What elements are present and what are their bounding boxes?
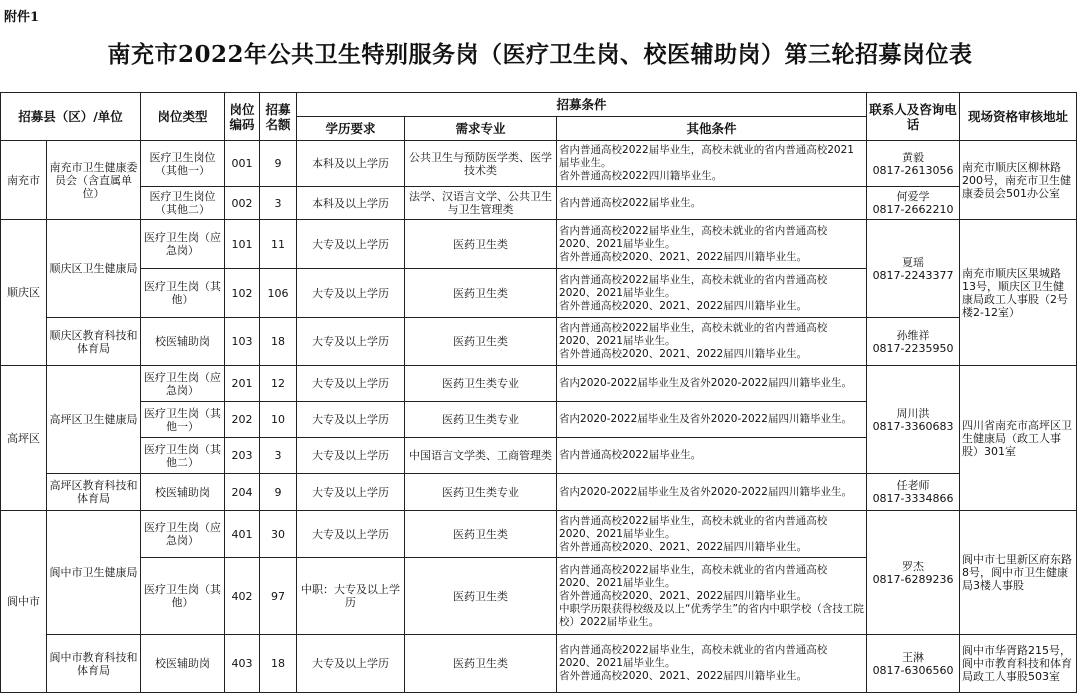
- post-code-cell: 403: [225, 635, 260, 693]
- other-conditions-cell: 省内普通高校2022届毕业生，高校未就业的省内普通高校2020、2021届毕业生。 省外普通高校2020、2021、2022届四川籍毕业生。: [557, 635, 867, 693]
- post-type-cell: 医疗卫生岗（其他）: [141, 269, 225, 318]
- other-conditions-cell: 省内普通高校2022届毕业生，高校未就业的省内普通高校2020、2021届毕业生。 省外普通高校2020、2021、2022届四川籍毕业生。: [557, 220, 867, 269]
- attachment-label: 附件1: [4, 10, 40, 25]
- table-row: [1, 474, 1077, 511]
- table-body: [1, 141, 1077, 693]
- major-cell: 法学、汉语言文学、公共卫生与卫生管理类: [405, 187, 557, 220]
- other-conditions-cell: 省内2020-2022届毕业生及省外2020-2022届四川籍毕业生。: [557, 474, 867, 511]
- contact-cell: 何爱学 0817-2662210: [867, 187, 960, 220]
- post-code-cell: 202: [225, 402, 260, 438]
- quota-cell: 9: [260, 474, 297, 511]
- quota-cell: 9: [260, 141, 297, 187]
- address-cell: 南充市顺庆区果城路13号，顺庆区卫生健康局政工人事股（2号楼2-12室）: [960, 220, 1077, 366]
- quota-cell: 106: [260, 269, 297, 318]
- post-type-cell: 校医辅助岗: [141, 318, 225, 366]
- other-conditions-cell: 省内普通高校2022届毕业生。: [557, 438, 867, 474]
- contact-cell: 夏瑶 0817-2243377: [867, 220, 960, 318]
- major-cell: 公共卫生与预防医学类、医学技术类: [405, 141, 557, 187]
- contact-cell: 王淋 0817-6306560: [867, 635, 960, 693]
- post-code-cell: 201: [225, 366, 260, 402]
- quota-cell: 3: [260, 187, 297, 220]
- table-row: [1, 366, 1077, 402]
- post-code-cell: 001: [225, 141, 260, 187]
- quota-cell: 10: [260, 402, 297, 438]
- other-conditions-cell: 省内2020-2022届毕业生及省外2020-2022届四川籍毕业生。: [557, 402, 867, 438]
- unit-cell: 阆中市教育科技和体育局: [47, 635, 141, 693]
- table-row: [1, 511, 1077, 558]
- other-conditions-cell: 省内2020-2022届毕业生及省外2020-2022届四川籍毕业生。: [557, 366, 867, 402]
- header-other: 其他条件: [557, 117, 867, 141]
- post-code-cell: 101: [225, 220, 260, 269]
- major-cell: 医药卫生类: [405, 269, 557, 318]
- header-county: 招募县（区）/单位: [1, 93, 141, 141]
- quota-cell: 12: [260, 366, 297, 402]
- education-cell: 大专及以上学历: [297, 220, 405, 269]
- table-row: [1, 141, 1077, 187]
- contact-cell: 罗杰 0817-6289236: [867, 511, 960, 635]
- unit-cell: 高坪区卫生健康局: [47, 366, 141, 474]
- major-cell: 医药卫生类专业: [405, 402, 557, 438]
- quota-cell: 18: [260, 318, 297, 366]
- education-cell: 大专及以上学历: [297, 474, 405, 511]
- header-education: 学历要求: [297, 117, 405, 141]
- post-code-cell: 103: [225, 318, 260, 366]
- page-title: 南充市2022年公共卫生特别服务岗（医疗卫生岗、校医辅助岗）第三轮招募岗位表: [107, 41, 973, 68]
- post-type-cell: 医疗卫生岗（其他一）: [141, 402, 225, 438]
- county-cell: 高坪区: [1, 366, 47, 511]
- header-code: 岗位编码: [225, 93, 260, 141]
- other-conditions-cell: 省内普通高校2022届毕业生，高校未就业的省内普通高校2020、2021届毕业生。 省外普通高校2020、2021、2022届四川籍毕业生。: [557, 511, 867, 558]
- major-cell: 医药卫生类专业: [405, 474, 557, 511]
- header-contact: 联系人及咨询电话: [867, 93, 960, 141]
- unit-cell: 顺庆区卫生健康局: [47, 220, 141, 318]
- major-cell: 医药卫生类: [405, 318, 557, 366]
- major-cell: 医药卫生类专业: [405, 366, 557, 402]
- education-cell: 大专及以上学历: [297, 635, 405, 693]
- major-cell: 医药卫生类: [405, 220, 557, 269]
- county-cell: 阆中市: [1, 511, 47, 693]
- header-conditions: 招募条件: [297, 93, 867, 117]
- post-type-cell: 医疗卫生岗（其他）: [141, 558, 225, 635]
- post-type-cell: 医疗卫生岗位（其他一）: [141, 141, 225, 187]
- county-cell: 南充市: [1, 141, 47, 220]
- header-address: 现场资格审核地址: [960, 93, 1077, 141]
- quota-cell: 18: [260, 635, 297, 693]
- header-type: 岗位类型: [141, 93, 225, 141]
- major-cell: 医药卫生类: [405, 635, 557, 693]
- address-cell: 阆中市华胥路215号，阆中市教育科技和体育局政工人事股503室: [960, 635, 1077, 693]
- county-cell: 顺庆区: [1, 220, 47, 366]
- education-cell: 大专及以上学历: [297, 438, 405, 474]
- other-conditions-cell: 省内普通高校2022届毕业生，高校未就业的省内普通高校2020、2021届毕业生。 省外普通高校2020、2021、2022届四川籍毕业生。: [557, 318, 867, 366]
- unit-cell: 顺庆区教育科技和体育局: [47, 318, 141, 366]
- major-cell: 中国语言文学类、工商管理类: [405, 438, 557, 474]
- contact-cell: 孙维祥 0817-2235950: [867, 318, 960, 366]
- contact-cell: 任老师 0817-3334866: [867, 474, 960, 511]
- table-row: [1, 318, 1077, 366]
- table-row: [1, 187, 1077, 220]
- post-code-cell: 402: [225, 558, 260, 635]
- address-cell: 阆中市七里新区府东路8号，阆中市卫生健康局3楼人事股: [960, 511, 1077, 635]
- other-conditions-cell: 省内普通高校2022届毕业生，高校未就业的省内普通高校2021届毕业生。 省外普通高校2022四川籍毕业生。: [557, 141, 867, 187]
- table-row: [1, 635, 1077, 693]
- education-cell: 大专及以上学历: [297, 402, 405, 438]
- quota-cell: 30: [260, 511, 297, 558]
- quota-cell: 3: [260, 438, 297, 474]
- education-cell: 本科及以上学历: [297, 141, 405, 187]
- education-cell: 大专及以上学历: [297, 269, 405, 318]
- post-type-cell: 医疗卫生岗位（其他二）: [141, 187, 225, 220]
- post-type-cell: 医疗卫生岗（应急岗）: [141, 220, 225, 269]
- education-cell: 中职：大专及以上学历: [297, 558, 405, 635]
- post-code-cell: 102: [225, 269, 260, 318]
- recruitment-table: [0, 92, 1077, 693]
- post-type-cell: 医疗卫生岗（其他二）: [141, 438, 225, 474]
- contact-cell: 周川洪 0817-3360683: [867, 366, 960, 474]
- other-conditions-cell: 省内普通高校2022届毕业生，高校未就业的省内普通高校2020、2021届毕业生。 省外普通高校2020、2021、2022届四川籍毕业生。: [557, 269, 867, 318]
- post-code-cell: 401: [225, 511, 260, 558]
- quota-cell: 97: [260, 558, 297, 635]
- address-cell: 南充市顺庆区柳林路200号，南充市卫生健康委员会501办公室: [960, 141, 1077, 220]
- education-cell: 大专及以上学历: [297, 511, 405, 558]
- major-cell: 医药卫生类: [405, 511, 557, 558]
- unit-cell: 高坪区教育科技和体育局: [47, 474, 141, 511]
- quota-cell: 11: [260, 220, 297, 269]
- education-cell: 大专及以上学历: [297, 366, 405, 402]
- major-cell: 医药卫生类: [405, 558, 557, 635]
- post-type-cell: 校医辅助岗: [141, 635, 225, 693]
- table-row: [1, 220, 1077, 269]
- post-code-cell: 203: [225, 438, 260, 474]
- education-cell: 本科及以上学历: [297, 187, 405, 220]
- education-cell: 大专及以上学历: [297, 318, 405, 366]
- header-num: 招募名额: [260, 93, 297, 141]
- post-type-cell: 医疗卫生岗（应急岗）: [141, 511, 225, 558]
- post-code-cell: 002: [225, 187, 260, 220]
- address-cell: 四川省南充市高坪区卫生健康局（政工人事股）301室: [960, 366, 1077, 511]
- post-code-cell: 204: [225, 474, 260, 511]
- unit-cell: 阆中市卫生健康局: [47, 511, 141, 635]
- other-conditions-cell: 省内普通高校2022届毕业生，高校未就业的省内普通高校2020、2021届毕业生。 省外普通高校2020、2021、2022届四川籍毕业生。 中职学历限获得校级及以上“优秀学生”的省内中职学校（含技工院校）2022届毕业生。: [557, 558, 867, 635]
- header-major: 需求专业: [405, 117, 557, 141]
- unit-cell: 南充市卫生健康委员会（含直属单位）: [47, 141, 141, 220]
- other-conditions-cell: 省内普通高校2022届毕业生。: [557, 187, 867, 220]
- post-type-cell: 医疗卫生岗（应急岗）: [141, 366, 225, 402]
- contact-cell: 黄毅 0817-2613056: [867, 141, 960, 187]
- post-type-cell: 校医辅助岗: [141, 474, 225, 511]
